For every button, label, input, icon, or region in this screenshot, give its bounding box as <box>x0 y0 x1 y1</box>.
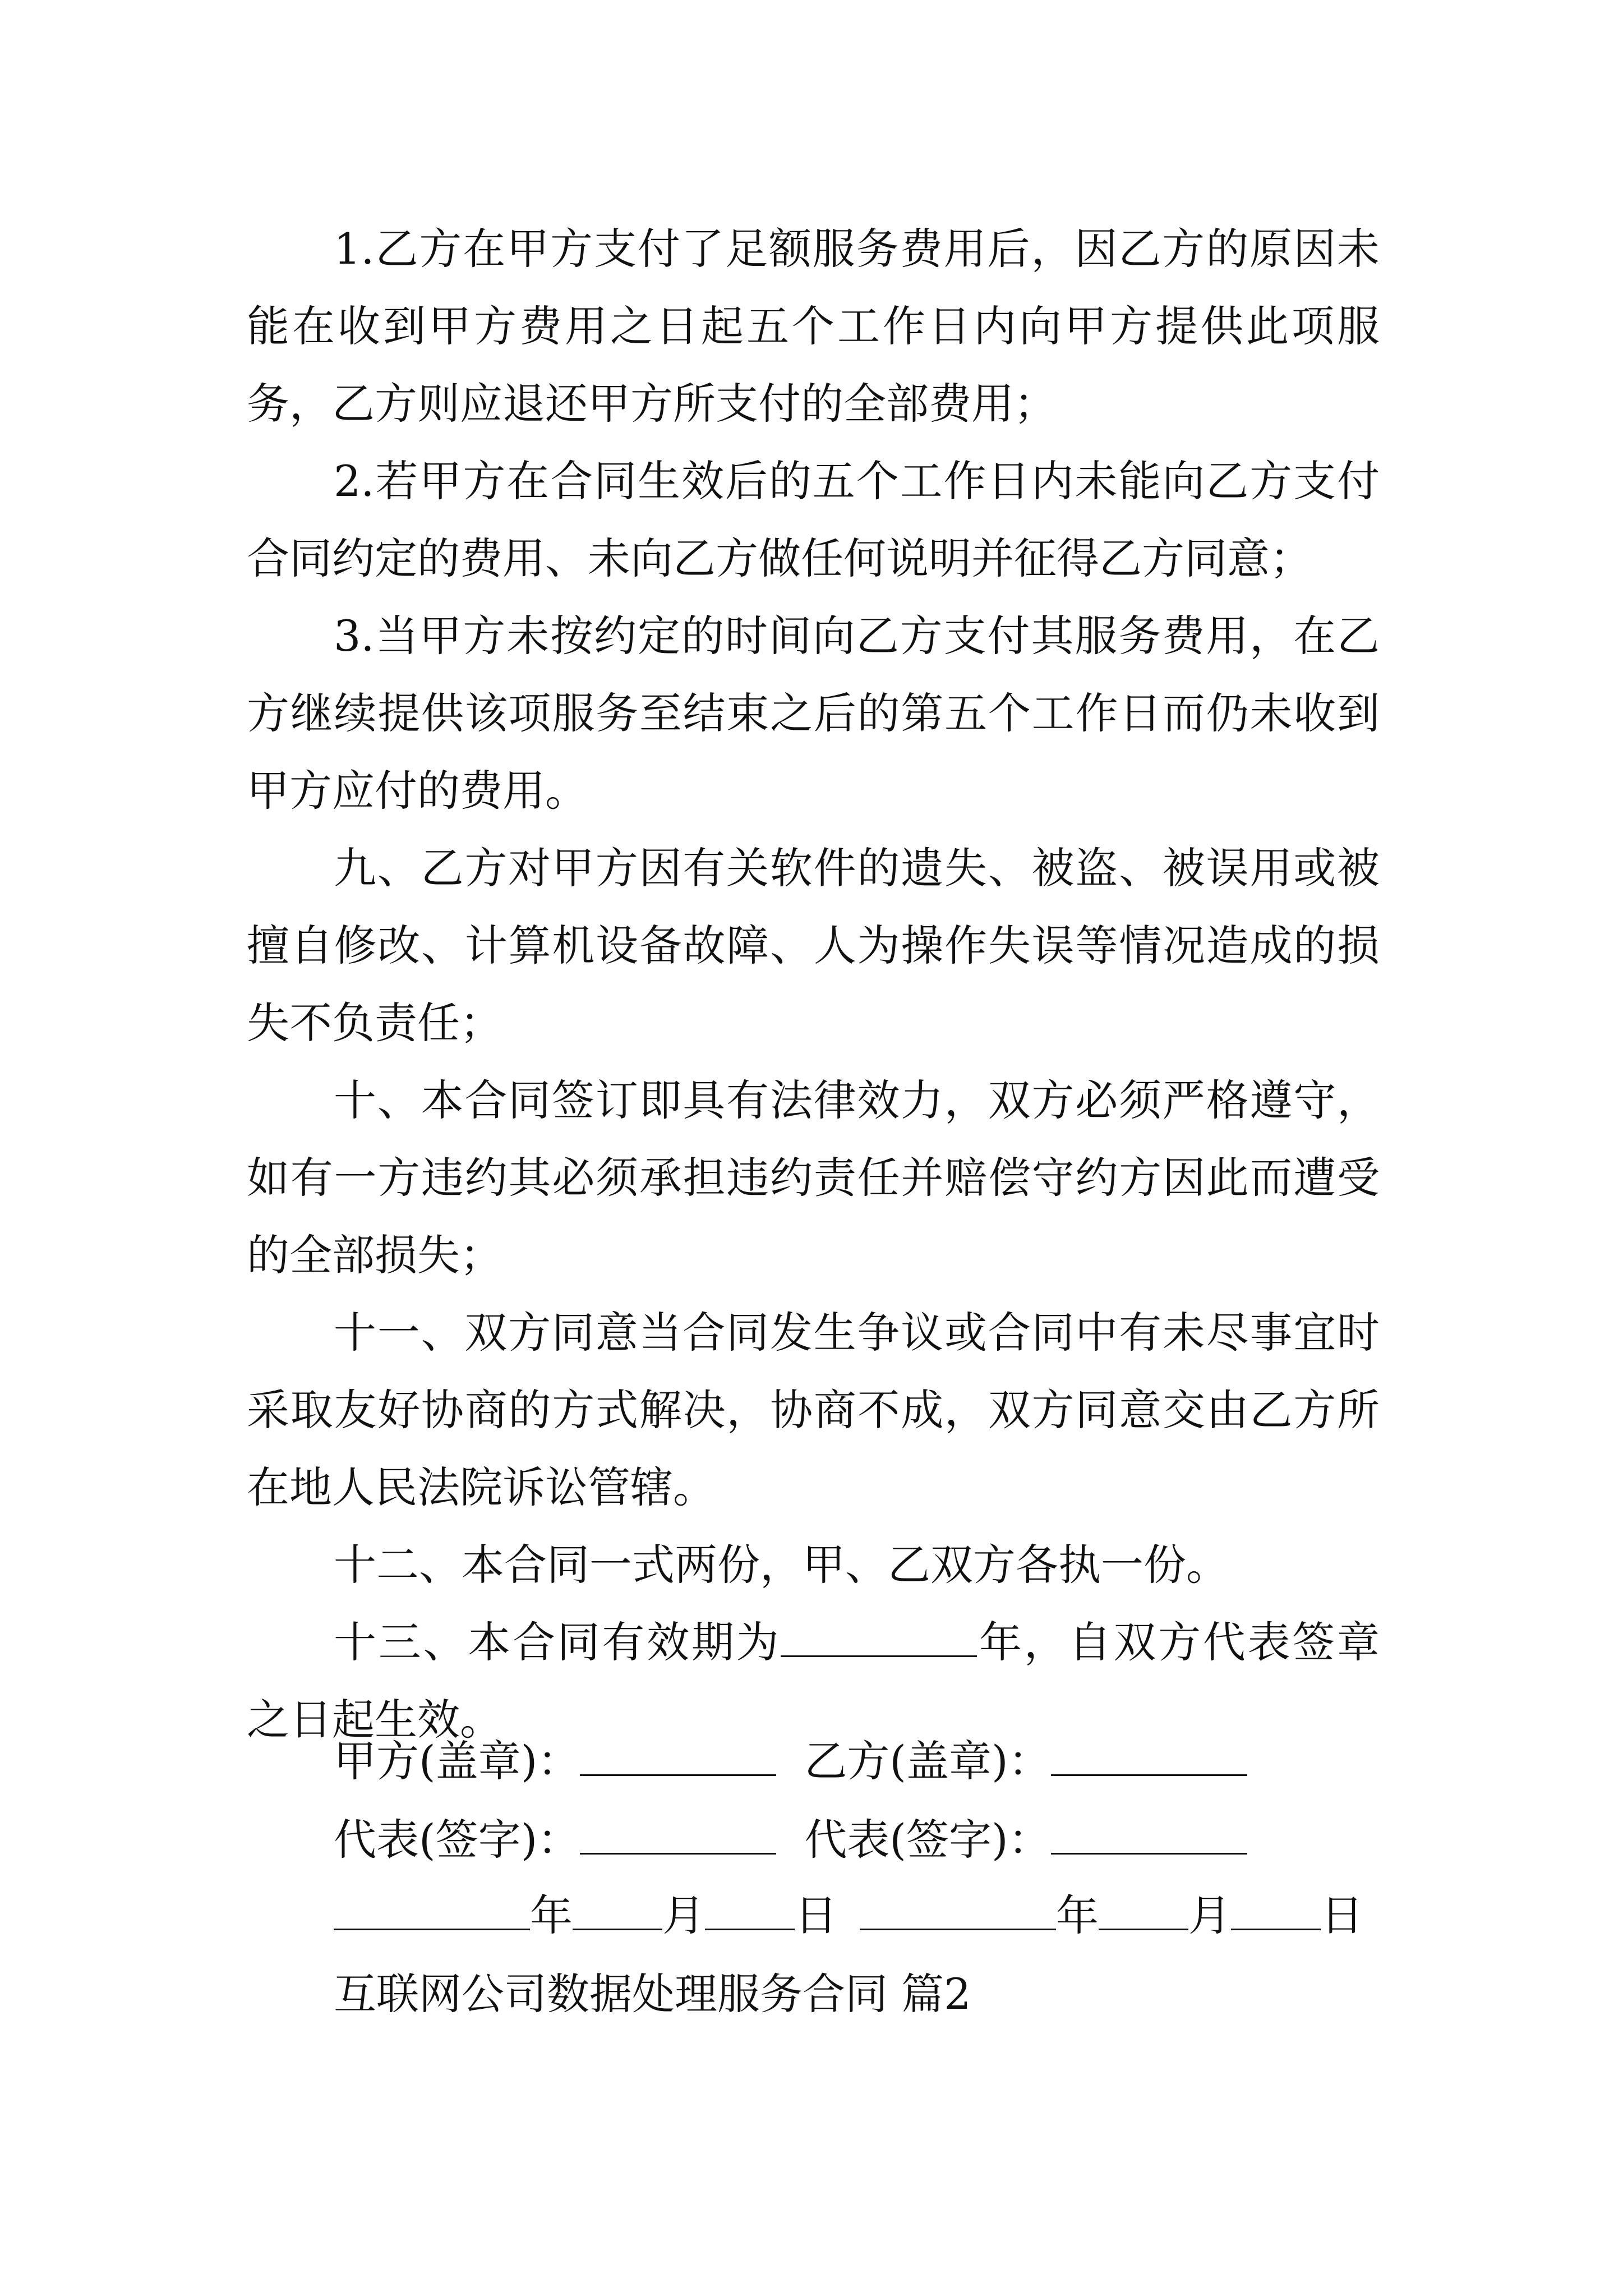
party-a-seal-blank[interactable] <box>580 1738 776 1776</box>
date-b-year-blank[interactable] <box>860 1892 1056 1930</box>
next-section-title: 互联网公司数据处理服务合同 篇2 <box>334 1969 971 2019</box>
date-b-day: 日 <box>1321 1890 1363 1940</box>
date-a-month-blank[interactable] <box>573 1892 662 1930</box>
party-b-seal-blank[interactable] <box>1051 1738 1247 1776</box>
date-b-month-blank[interactable] <box>1099 1892 1188 1930</box>
clause-3: 3.当甲方未按约定的时间向乙方支付其服务费用，在乙方继续提供该项服务至结束之后的第五个工作日而仍未收到甲方应付的费用。 <box>247 611 1380 816</box>
date-a-day-blank[interactable] <box>705 1892 795 1930</box>
date-b-year: 年 <box>1056 1890 1099 1940</box>
term-suffix: 年，自双方代表签章之日起生效。 <box>247 1617 1380 1745</box>
date-a-year: 年 <box>530 1890 573 1940</box>
clause-1: 1.乙方在甲方支付了足额服务费用后，因乙方的原因未能在收到甲方费用之日起五个工作日内向甲方提供此项服务，乙方则应退还甲方所支付的全部费用； <box>247 224 1380 429</box>
clause-9: 九、乙方对甲方因有关软件的遗失、被盗、被误用或被擅自修改、计算机设备故障、人为操作失误等情况造成的损失不负责任； <box>247 843 1380 1048</box>
rep-a-blank[interactable] <box>580 1816 776 1855</box>
party-b-seal-label: 乙方(盖章)： <box>804 1736 1051 1786</box>
rep-a-label: 代表(签字)： <box>334 1815 580 1865</box>
date-row <box>334 1888 1363 1944</box>
clause-10: 十、本合同签订即具有法律效力，双方必须严格遵守，如有一方违约其必须承担违约责任并赔偿守约方因此而遭受的全部损失； <box>247 1075 1380 1280</box>
date-b-month: 月 <box>1188 1890 1231 1940</box>
contract-body <box>247 210 1380 1759</box>
date-b-day-blank[interactable] <box>1231 1892 1321 1930</box>
rep-b-blank[interactable] <box>1051 1816 1247 1855</box>
date-a-year-blank[interactable] <box>334 1892 530 1930</box>
term-years-blank[interactable] <box>781 1619 977 1657</box>
clause-12: 十二、本合同一式两份，甲、乙双方各执一份。 <box>334 1540 1229 1590</box>
seal-row <box>334 1733 1247 1789</box>
date-a-month: 月 <box>662 1890 705 1940</box>
party-a-seal-label: 甲方(盖章)： <box>334 1736 580 1786</box>
clause-2: 2.若甲方在合同生效后的五个工作日内未能向乙方支付合同约定的费用、未向乙方做任何说明并征得乙方同意； <box>247 456 1380 583</box>
term-prefix: 十三、本合同有效期为 <box>334 1617 781 1667</box>
date-a-day: 日 <box>795 1890 837 1940</box>
rep-row <box>334 1812 1247 1868</box>
rep-b-label: 代表(签字)： <box>804 1815 1051 1865</box>
clause-11: 十一、双方同意当合同发生争议或合同中有未尽事宜时采取友好协商的方式解决，协商不成，双方同意交由乙方所在地人民法院诉讼管辖。 <box>247 1308 1380 1512</box>
